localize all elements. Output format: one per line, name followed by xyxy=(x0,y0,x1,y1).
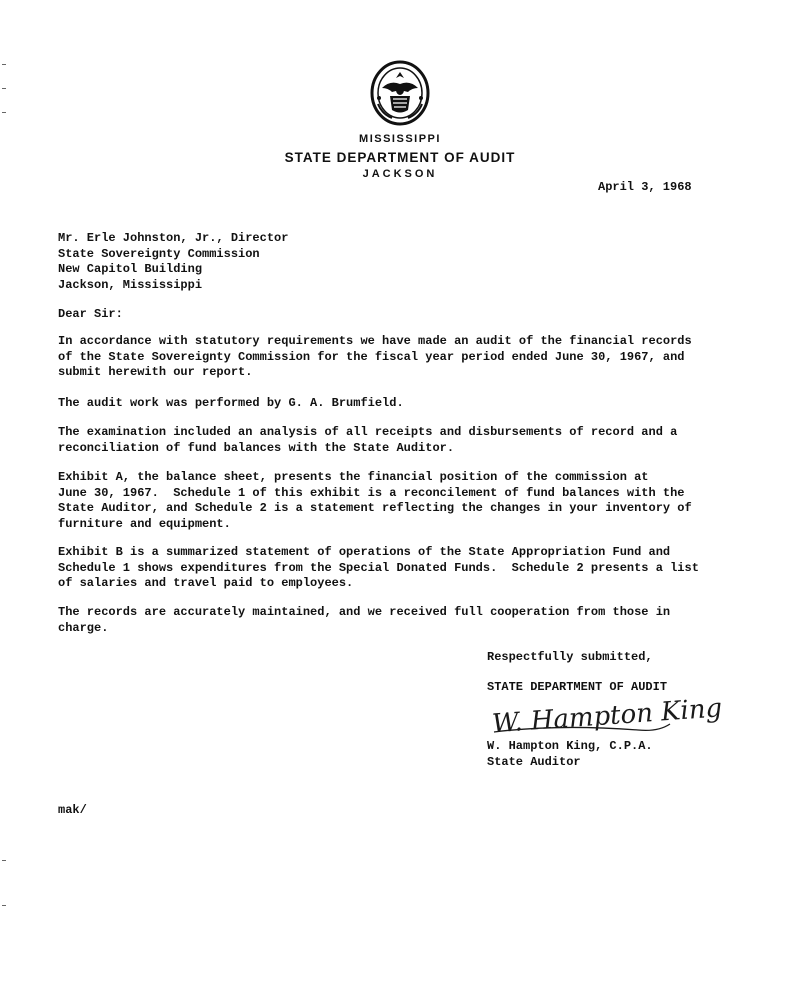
paragraph-line: of salaries and travel paid to employees. xyxy=(58,576,354,590)
signer-title: State Auditor xyxy=(487,755,581,769)
salutation: Dear Sir: xyxy=(58,307,123,321)
paragraph-line: In accordance with statutory requirements we have made an audit of the financial records xyxy=(58,334,692,348)
reference-initials: mak/ xyxy=(58,803,87,817)
signature-text: W. Hampton King xyxy=(491,693,724,740)
recipient-address xyxy=(58,231,288,293)
paragraph xyxy=(58,605,670,636)
closing-organization: STATE DEPARTMENT OF AUDIT xyxy=(487,680,668,694)
recipient-line: Mr. Erle Johnston, Jr., Director xyxy=(58,231,289,245)
paragraph xyxy=(58,396,404,412)
valediction: Respectfully submitted, xyxy=(487,650,653,664)
paragraph xyxy=(58,334,692,381)
letterhead-department: STATE DEPARTMENT OF AUDIT xyxy=(284,150,516,165)
recipient-line: State Sovereignty Commission xyxy=(58,246,260,261)
scan-margin-mark xyxy=(2,64,6,65)
paragraph-line: The examination included an analysis of all receipts and disbursements of record and a xyxy=(58,425,678,439)
paragraph xyxy=(58,545,699,592)
letterhead-state: MISSISSIPPI xyxy=(359,133,441,145)
paragraph-line: Exhibit B is a summarized statement of operations of the State Appropriation Fund and xyxy=(58,545,671,559)
paragraph-line: Schedule 1 shows expenditures from the Special Donated Funds. Schedule 2 presents a list xyxy=(58,560,699,575)
recipient-line: New Capitol Building xyxy=(58,262,203,276)
paragraph-line: furniture and equipment. xyxy=(58,516,231,531)
paragraph-line: The records are accurately maintained, and we received full cooperation from those in xyxy=(58,605,671,619)
paragraph-line: June 30, 1967. Schedule 1 of this exhibit is a reconcilement of fund balances with the xyxy=(58,485,685,500)
letter-date: April 3, 1968 xyxy=(598,180,692,194)
state-seal-icon xyxy=(366,58,434,126)
paragraph xyxy=(58,470,692,532)
paragraph xyxy=(58,425,677,456)
paragraph-line: charge. xyxy=(58,620,109,635)
paragraph-line: reconciliation of fund balances with the State Auditor. xyxy=(58,440,455,455)
scan-margin-mark xyxy=(2,860,6,861)
paragraph-line: The audit work was performed by G. A. Brumfield. xyxy=(58,396,404,410)
scan-margin-mark xyxy=(2,88,6,89)
paragraph-line: of the State Sovereignty Commission for the fiscal year period ended June 30, 1967, and xyxy=(58,349,685,364)
letterhead-city: JACKSON xyxy=(362,168,438,180)
scan-margin-mark xyxy=(2,112,6,113)
recipient-line: Jackson, Mississippi xyxy=(58,277,203,292)
paragraph-line: Exhibit A, the balance sheet, presents the financial position of the commission at xyxy=(58,470,649,484)
scan-margin-mark xyxy=(2,905,6,906)
paragraph-line: State Auditor, and Schedule 2 is a statement reflecting the changes in your inventory of xyxy=(58,501,692,515)
signer-name: W. Hampton King, C.P.A. xyxy=(487,739,653,753)
handwritten-signature xyxy=(488,693,724,742)
paragraph-line: submit herewith our report. xyxy=(58,365,253,379)
